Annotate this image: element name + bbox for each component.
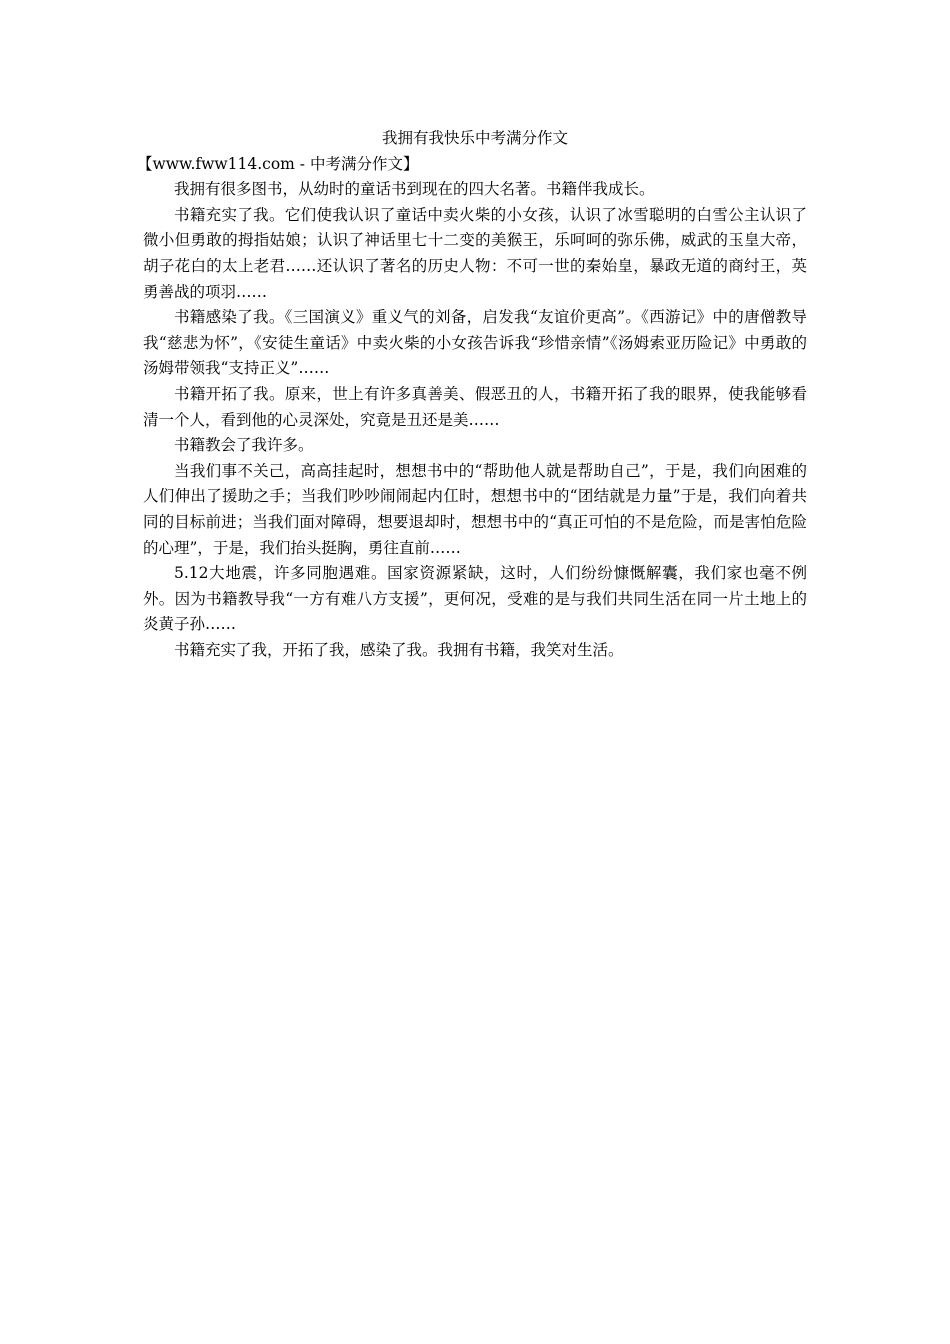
document-title: 我拥有我快乐中考满分作文 (381, 129, 568, 147)
paragraph-taught: 书籍教会了我许多。 (174, 436, 314, 455)
paragraph-enrich: 书籍充实了我。它们使我认识了童话中卖火柴的小女孩，认识了冰雪聪明的白雪公主认识了微小但勇敢的拇指姑娘；认识了神话里七十二变的美猴王，乐呵呵的弥乐佛，威武的玉皇大帝，胡子花白的太上老君……还认识了著名的历史人物：不可一世的秦始皇，暴政无道的商纣王，英勇善战的项羽…… (143, 205, 807, 301)
paragraph-broaden: 书籍开拓了我。原来，世上有许多真善美、假恶丑的人，书籍开拓了我的眼界，使我能够看清一个人，看到他的心灵深处，究竟是丑还是美…… (143, 384, 807, 429)
paragraph-lessons: 当我们事不关己，高高挂起时，想想书中的“帮助他人就是帮助自己”，于是，我们向困难的人们伸出了援助之手；当我们吵吵闹闹起内仜时，想想书中的“团结就是力量”于是，我们向着共同的目标前进；当我们面对障碍，想要退却时，想想书中的“真正可怕的不是危险，而是害怕危险的心理”，于是，我们抬头挺胸，勇往直前…… (143, 461, 807, 557)
paragraph-earthquake: 5.12大地震，许多同胞遇难。国家资源紧缺，这时，人们纷纷慷慨解囊，我们家也毫不例外。因为书籍教导我“一方有难八方支援”，更何况，受难的是与我们共同生活在同一片土地上的炎黄子孙…… (143, 564, 807, 634)
paragraph-intro: 我拥有很多图书，从幼时的童话书到现在的四大名著。书籍伴我成长。 (174, 180, 655, 199)
paragraph-influence: 书籍感染了我。《三国演义》重义气的刘备，启发我“友谊价更高”。《西游记》中的唐僧教导我“慈悲为怀”，《安徒生童话》中卖火柴的小女孩告诉我“珍惜亲情”《汤姆索亚历险记》中勇敢的汤姆带领我“支持正义”…… (143, 308, 807, 378)
source-line: 【www.fww114.com - 中考满分作文】 (137, 154, 419, 173)
document-body (137, 126, 807, 663)
paragraph-conclusion: 书籍充实了我，开拓了我，感染了我。我拥有书籍，我笑对生活。 (174, 640, 624, 659)
